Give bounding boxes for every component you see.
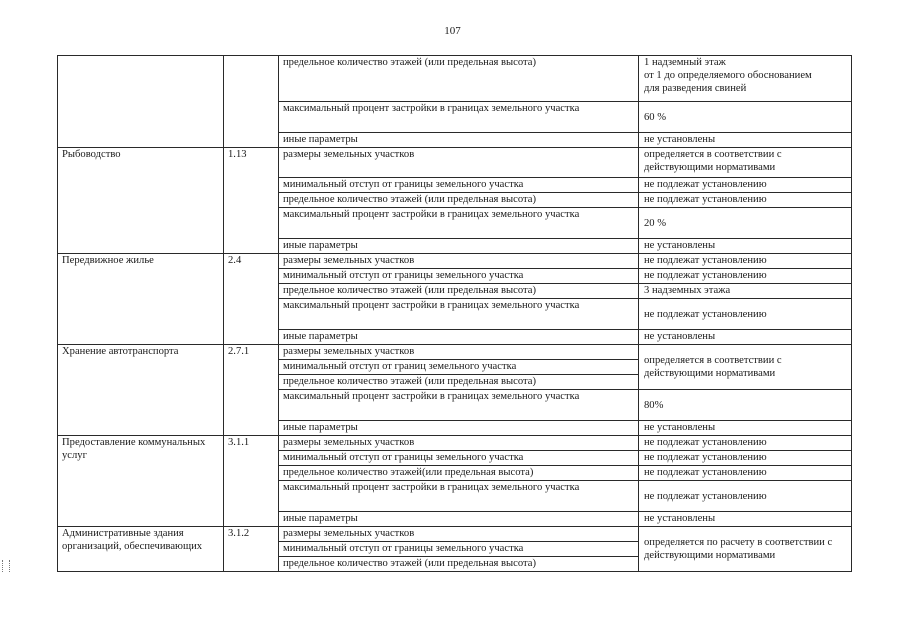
parameter-cell: минимальный отступ от границ земельного участка [279, 360, 639, 375]
value-cell: определяется в соответствии с действующими нормативами [639, 345, 852, 390]
value-cell: не установлены [639, 239, 852, 254]
land-use-parameters-table [57, 55, 852, 572]
use-code-cell: 2.4 [224, 254, 279, 345]
parameter-cell: предельное количество этажей (или предельная высота) [279, 375, 639, 390]
parameter-cell: максимальный процент застройки в границах земельного участка [279, 208, 639, 239]
use-code-cell: 2.7.1 [224, 345, 279, 436]
value-cell: не установлены [639, 330, 852, 345]
parameter-cell: максимальный процент застройки в границах земельного участка [279, 390, 639, 421]
parameter-cell: минимальный отступ от границы земельного участка [279, 178, 639, 193]
parameter-cell: минимальный отступ от границы земельного участка [279, 451, 639, 466]
use-type-cell [58, 56, 224, 148]
value-cell: 60 % [639, 102, 852, 133]
use-code-cell [224, 56, 279, 148]
parameter-cell: иные параметры [279, 133, 639, 148]
value-line: 1 надземный этаж [644, 57, 726, 68]
parameter-cell: размеры земельных участков [279, 148, 639, 178]
value-cell: 80% [639, 390, 852, 421]
parameter-cell: предельное количество этажей(или предельная высота) [279, 466, 639, 481]
parameter-cell: размеры земельных участков [279, 527, 639, 542]
parameter-cell: иные параметры [279, 239, 639, 254]
table-row [58, 345, 852, 360]
parameter-cell: минимальный отступ от границы земельного участка [279, 542, 639, 557]
parameter-cell: предельное количество этажей (или предельная высота) [279, 284, 639, 299]
table-row [58, 527, 852, 542]
table-row [58, 148, 852, 178]
value-cell: не подлежат установлению [639, 269, 852, 284]
use-code-cell: 3.1.2 [224, 527, 279, 572]
use-type-cell: Передвижное жилье [58, 254, 224, 345]
parameter-cell: предельное количество этажей (или предельная высота) [279, 193, 639, 208]
parameter-cell: размеры земельных участков [279, 254, 639, 269]
scan-artifact [2, 560, 10, 572]
value-cell: не подлежат установлению [639, 451, 852, 466]
value-cell: не подлежат установлению [639, 254, 852, 269]
use-code-cell: 1.13 [224, 148, 279, 254]
value-cell: не установлены [639, 512, 852, 527]
table-row [58, 56, 852, 102]
value-cell: не установлены [639, 421, 852, 436]
value-cell: 20 % [639, 208, 852, 239]
parameter-cell: иные параметры [279, 421, 639, 436]
parameter-cell: предельное количество этажей (или предельная высота) [279, 557, 639, 572]
value-cell: не подлежат установлению [639, 436, 852, 451]
use-type-cell: Предоставление коммунальных услуг [58, 436, 224, 527]
value-line: от 1 до определяемого обоснованием [644, 70, 812, 81]
value-cell: не подлежат установлению [639, 193, 852, 208]
value-cell [639, 56, 852, 102]
parameter-cell: максимальный процент застройки в границах земельного участка [279, 102, 639, 133]
parameter-cell: максимальный процент застройки в границах земельного участка [279, 299, 639, 330]
parameter-cell: минимальный отступ от границы земельного участка [279, 269, 639, 284]
use-type-cell: Рыбоводство [58, 148, 224, 254]
parameter-cell: максимальный процент застройки в границах земельного участка [279, 481, 639, 512]
table-row [58, 436, 852, 451]
parameter-cell: иные параметры [279, 512, 639, 527]
value-cell: не подлежат установлению [639, 481, 852, 512]
parameter-cell: размеры земельных участков [279, 345, 639, 360]
value-cell: не подлежат установлению [639, 466, 852, 481]
page-number: 107 [444, 25, 461, 37]
table-row [58, 254, 852, 269]
use-type-cell: Административные здания организаций, обеспечивающих [58, 527, 224, 572]
value-cell: определяется по расчету в соответствии с действующими нормативами [639, 527, 852, 572]
use-type-cell: Хранение автотранспорта [58, 345, 224, 436]
parameter-cell: размеры земельных участков [279, 436, 639, 451]
parameter-cell: иные параметры [279, 330, 639, 345]
value-cell: определяется в соответствии с действующими нормативами [639, 148, 852, 178]
value-line: для разведения свиней [644, 83, 747, 94]
value-cell: не подлежат установлению [639, 178, 852, 193]
value-cell: не установлены [639, 133, 852, 148]
value-cell: не подлежат установлению [639, 299, 852, 330]
parameter-cell: предельное количество этажей (или предельная высота) [279, 56, 639, 102]
value-cell: 3 надземных этажа [639, 284, 852, 299]
use-code-cell: 3.1.1 [224, 436, 279, 527]
